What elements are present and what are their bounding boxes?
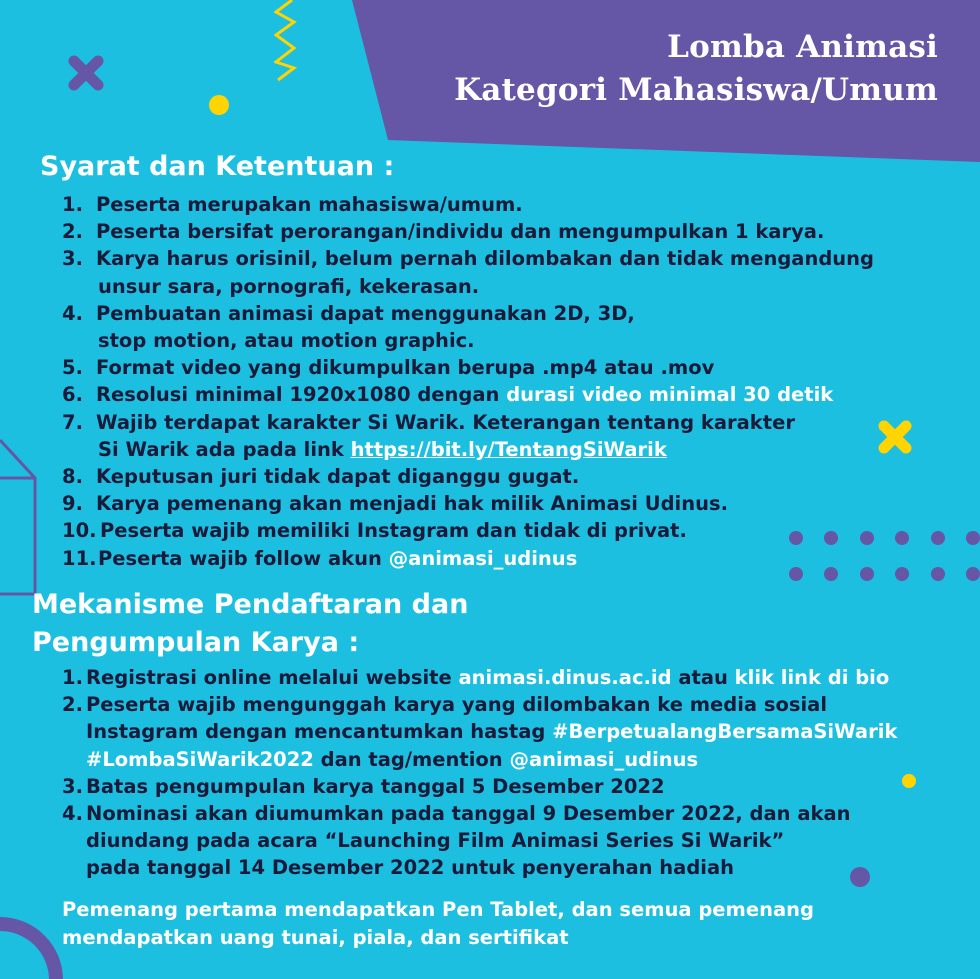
list-item: 1. Peserta merupakan mahasiswa/umum. (62, 193, 523, 216)
list-item: 8. Keputusan juri tidak dapat diganggu gugat. (62, 465, 580, 489)
syarat-list (62, 191, 874, 572)
purple-ring-icon (0, 900, 70, 979)
list-item: 10. Peserta wajib memiliki Instagram dan tidak di privat. (62, 519, 687, 543)
instagram-handle: @animasi_udinus (388, 546, 578, 570)
mention-handle: @animasi_udinus (509, 747, 699, 771)
duration-highlight: durasi video minimal 30 detik (506, 383, 834, 407)
title-line-2: Kategori Mahasiswa/Umum (454, 72, 938, 108)
page-title (454, 26, 938, 112)
house-outline-icon (0, 430, 40, 596)
list-item: 11.Peserta wajib follow akun @animasi_udinus (62, 546, 578, 570)
list-item: 4. Pembuatan animasi dapat menggunakan 2D, 3D, stop motion, atau motion graphic. (62, 301, 635, 353)
list-item: 3. Batas pengumpulan karya tanggal 5 Desember 2022 (62, 774, 665, 798)
purple-cross-icon (68, 55, 104, 91)
yellow-zigzag-icon (274, 0, 300, 82)
list-item: 3. Karya harus orisinil, belum pernah dilombakan dan tidak mengandung unsur sara, pornografi, kekerasan. (62, 247, 875, 298)
tentang-si-warik-link[interactable]: https://bit.ly/TentangSiWarik (350, 437, 667, 461)
list-item: 4. Nominasi akan diumumkan pada tanggal 9 Desember 2022, dan akan diundang pada acara “Launching Film Animasi Series Si Warik” pada tanggal 14 Desember 2022 untuk penyerahan hadiah (62, 802, 851, 880)
list-item: 6. Resolusi minimal 1920x1080 dengan durasi video minimal 30 detik (62, 383, 834, 407)
list-item: 2. Peserta wajib mengunggah karya yang dilombakan ke media sosial Instagram dengan mencantumkan hastag #BerpetualangBersamaSiWarik #LombaSiWarik2022 dan tag/mention @animasi_udinus (62, 693, 898, 771)
list-item: 7. Wajib terdapat karakter Si Warik. Keterangan tentang karakter Si Warik ada pada link https://bit.ly/TentangSiWarik (62, 410, 795, 461)
list-item: 9. Karya pemenang akan menjadi hak milik Animasi Udinus. (62, 492, 728, 516)
mekanisme-heading: Mekanisme Pendaftaran dan Pengumpulan Karya : (32, 589, 469, 658)
list-item: 5. Format video yang dikumpulkan berupa .mp4 atau .mov (62, 356, 715, 380)
small-yellow-dot-icon (900, 772, 918, 790)
hashtag-lomba: #LombaSiWarik2022 (86, 747, 314, 771)
prize-note: Pemenang pertama mendapatkan Pen Tablet, dan semua pemenang mendapatkan uang tunai, piala, dan sertifikat (62, 898, 814, 949)
yellow-dot-icon (208, 94, 230, 116)
list-item: 1. Registrasi online melalui website animasi.dinus.ac.id atau klik link di bio (62, 666, 890, 689)
bio-link: klik link di bio (734, 666, 890, 689)
title-line-1: Lomba Animasi (667, 29, 938, 65)
syarat-heading: Syarat dan Ketentuan : (40, 151, 395, 182)
yellow-cross-icon (878, 420, 912, 454)
mekanisme-list (62, 664, 897, 882)
website-link[interactable]: animasi.dinus.ac.id (458, 666, 672, 689)
hashtag-berpetualang: #BerpetualangBersamaSiWarik (552, 720, 898, 744)
list-item: 2. Peserta bersifat perorangan/individu dan mengumpulkan 1 karya. (62, 220, 825, 244)
